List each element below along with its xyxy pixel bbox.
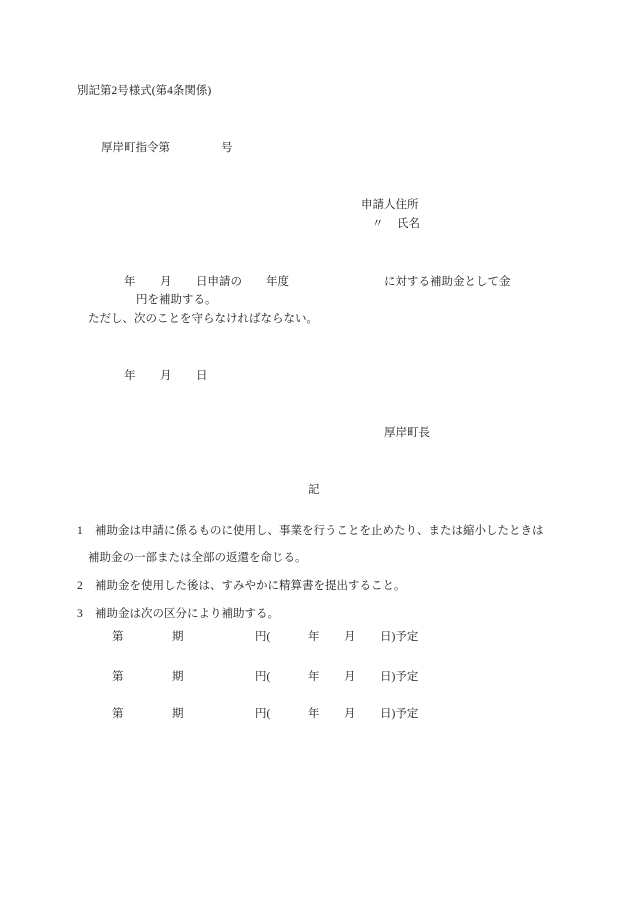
grant-day-applied: 日申請の xyxy=(196,276,242,288)
grant-fiscal-year: 年度 xyxy=(266,276,289,288)
schedule-1-yen: 円( xyxy=(255,631,271,643)
grant-month: 月 xyxy=(160,276,172,288)
schedule-2-ki: 期 xyxy=(172,671,184,683)
issuer: 厚岸町長 xyxy=(384,427,430,439)
grant-year: 年 xyxy=(124,276,136,288)
schedule-3-year: 年 xyxy=(308,708,320,720)
schedule-1-dai: 第 xyxy=(112,631,124,643)
schedule-3-ki: 期 xyxy=(172,708,184,720)
ki-heading: 記 xyxy=(308,484,320,496)
issue-date-month: 月 xyxy=(160,370,172,382)
condition-3-number: 3 xyxy=(77,608,83,620)
order-number-prefix: 厚岸町指令第 xyxy=(101,142,170,154)
schedule-1-year: 年 xyxy=(308,631,320,643)
grant-purpose: に対する補助金として金 xyxy=(384,276,511,288)
grant-amount: 円を補助する。 xyxy=(136,294,217,306)
condition-2-text: 補助金を使用した後は、すみやかに精算書を提出すること。 xyxy=(95,580,406,592)
condition-1-number: 1 xyxy=(77,525,83,537)
condition-2-number: 2 xyxy=(77,580,83,592)
applicant-address-label: 申請人住所 xyxy=(361,199,419,211)
applicant-name-label: 氏名 xyxy=(397,218,420,230)
schedule-3-month: 月 xyxy=(344,708,356,720)
schedule-1-day: 日)予定 xyxy=(380,631,419,643)
schedule-2-yen: 円( xyxy=(255,671,271,683)
schedule-2-year: 年 xyxy=(308,671,320,683)
schedule-3-dai: 第 xyxy=(112,708,124,720)
schedule-2-month: 月 xyxy=(344,671,356,683)
schedule-1-ki: 期 xyxy=(172,631,184,643)
schedule-2-day: 日)予定 xyxy=(380,671,419,683)
schedule-1-month: 月 xyxy=(344,631,356,643)
schedule-3-day: 日)予定 xyxy=(380,708,419,720)
order-number-suffix: 号 xyxy=(221,142,233,154)
grant-proviso: ただし、次のことを守らなければならない。 xyxy=(88,313,318,325)
condition-1-continuation: 補助金の一部または全部の返還を命じる。 xyxy=(88,552,307,564)
condition-1-text: 補助金は申請に係るものに使用し、事業を行うことを止めたり、または縮小したときは xyxy=(95,525,544,537)
form-label: 別記第2号様式(第4条関係) xyxy=(77,85,212,97)
condition-3-text: 補助金は次の区分により補助する。 xyxy=(95,608,279,620)
issue-date-day: 日 xyxy=(196,370,208,382)
issue-date-year: 年 xyxy=(124,370,136,382)
schedule-2-dai: 第 xyxy=(112,671,124,683)
applicant-ditto-mark: 〃 xyxy=(372,218,384,230)
schedule-3-yen: 円( xyxy=(255,708,271,720)
